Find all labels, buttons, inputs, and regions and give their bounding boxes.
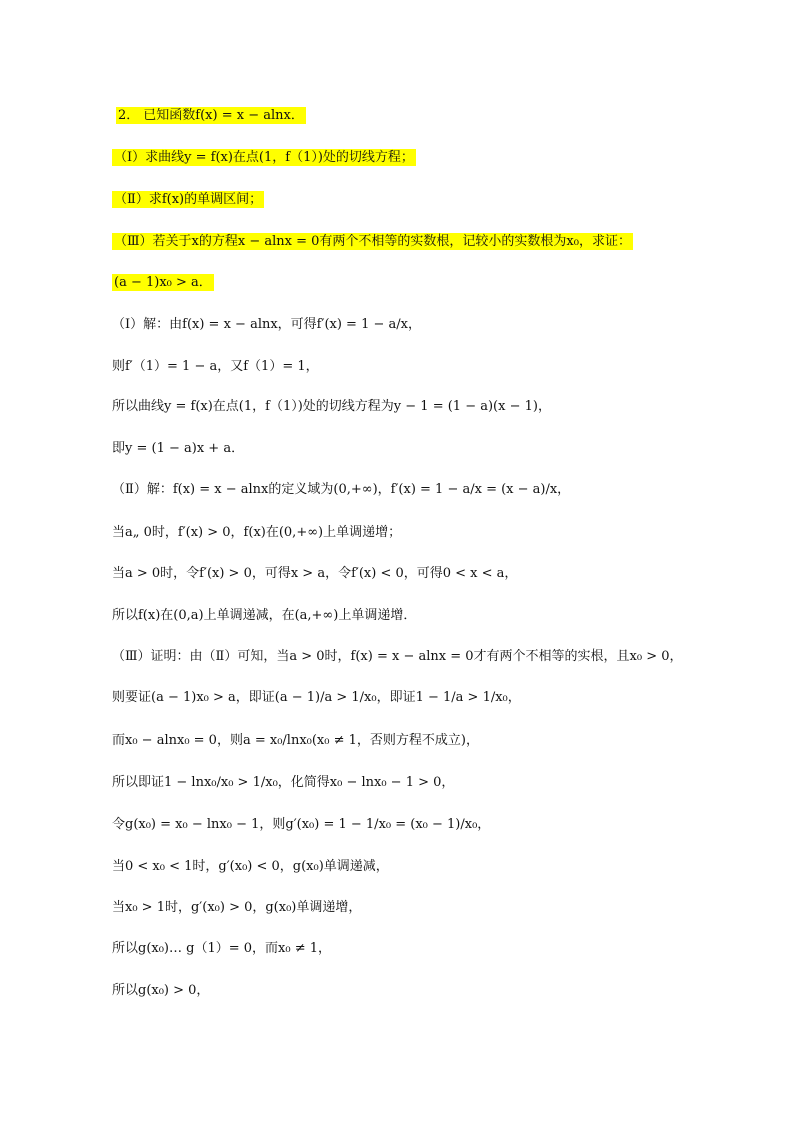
question-stem	[116, 106, 306, 126]
solution-line-15: 当x₀ > 1时，g′(x₀) > 0，g(x₀)单调递增，	[112, 900, 362, 915]
solution-line-3: 所以曲线y = f(x)在点(1，f（1）)处的切线方程为y − 1 = (1 − a)(x − 1)，	[112, 399, 551, 414]
solution-line-8: 所以f(x)在(0,a)上单调递减，在(a,+∞)上单调递增．	[112, 608, 417, 623]
question-part-1-text: （Ⅰ）求曲线y = f(x)在点(1，f（1）)处的切线方程；	[114, 150, 414, 165]
question-part-3-text-2: (a − 1)x₀ > a．	[114, 275, 212, 290]
solution-line-17: 所以g(x₀) > 0，	[112, 983, 210, 998]
question-part-3-text-1: （Ⅲ）若关于x的方程x − alnx = 0有两个不相等的实数根，记较小的实数根为x₀，求证：	[114, 234, 631, 249]
solution-line-5: （Ⅱ）解：f(x) = x − alnx的定义域为(0,+∞)，f′(x) = 1 − a/x = (x − a)/x，	[112, 482, 571, 497]
question-part-1	[112, 148, 416, 168]
question-part-3-line-1	[112, 232, 633, 252]
solution-line-10: 则要证(a − 1)x₀ > a，即证(a − 1)/a > 1/x₀，即证1 − 1/a > 1/x₀，	[112, 690, 521, 705]
solution-line-11: 而x₀ − alnx₀ = 0，则a = x₀/lnx₀(x₀ ≠ 1，否则方程不成立)，	[112, 733, 479, 748]
question-part-2-text: （Ⅱ）求f(x)的单调区间；	[114, 192, 263, 207]
question-part-3-line-2	[112, 273, 214, 293]
solution-line-13: 令g(x₀) = x₀ − lnx₀ − 1，则g′(x₀) = 1 − 1/x₀ = (x₀ − 1)/x₀，	[112, 817, 491, 832]
question-number: 2．	[118, 108, 140, 123]
question-stem-text: 已知函数f(x) = x − alnx．	[143, 108, 304, 123]
solution-line-14: 当0 < x₀ < 1时，g′(x₀) < 0，g(x₀)单调递减，	[112, 859, 389, 874]
solution-line-9: （Ⅲ）证明：由（Ⅱ）可知，当a > 0时，f(x) = x − alnx = 0才有两个不相等的实根，且x₀ > 0，	[112, 649, 683, 664]
solution-line-4: 即y = (1 − a)x + a．	[112, 441, 245, 456]
solution-line-12: 所以即证1 − lnx₀/x₀ > 1/x₀，化简得x₀ − lnx₀ − 1 > 0，	[112, 775, 455, 790]
solution-line-2: 则f′（1）= 1 − a，又f（1）= 1，	[112, 359, 319, 374]
solution-line-16: 所以g(x₀)… g（1）= 0，而x₀ ≠ 1，	[112, 941, 332, 956]
question-part-2	[112, 190, 264, 210]
solution-line-6: 当a„ 0时，f′(x) > 0，f(x)在(0,+∞)上单调递增；	[112, 525, 402, 540]
solution-line-1: （Ⅰ）解：由f(x) = x − alnx，可得f′(x) = 1 − a/x，	[112, 317, 421, 332]
solution-line-7: 当a > 0时，令f′(x) > 0，可得x > a，令f′(x) < 0，可得0 < x < a，	[112, 566, 518, 581]
